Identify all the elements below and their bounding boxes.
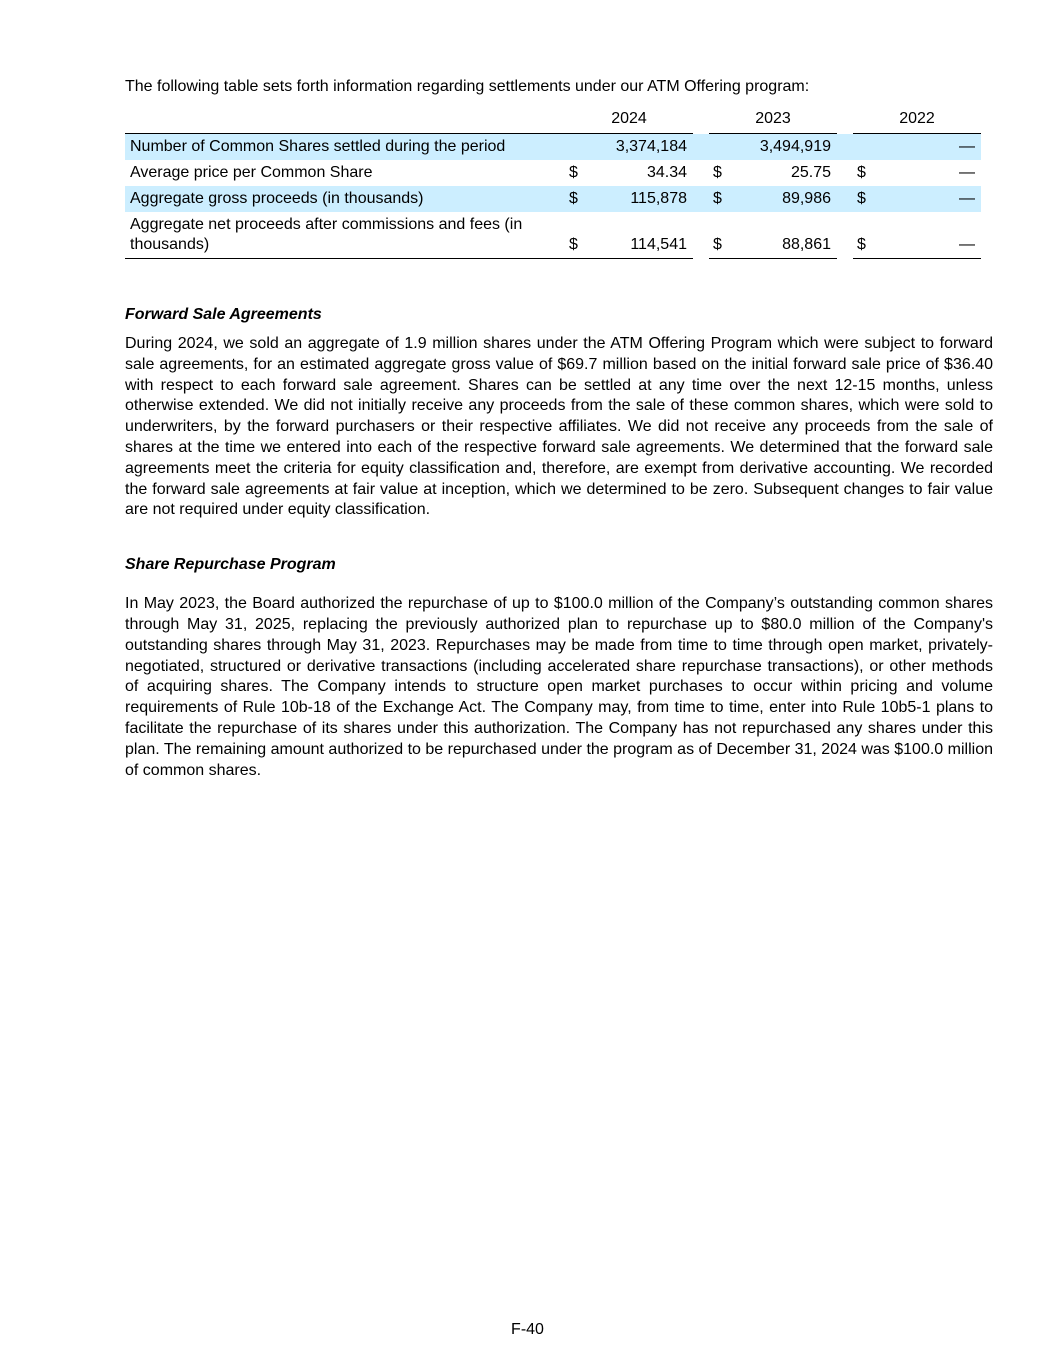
year-header-2022: 2022: [853, 106, 981, 134]
column-gap: [693, 134, 709, 161]
column-gap: [837, 212, 853, 259]
paragraph-forward-sale-agreements: During 2024, we sold an aggregate of 1.9 million shares under the ATM Offering Program which were subject to forward sale agreements, for an estimated aggregate gross value of $69.7 million based on the initial forward sale price of $36.40 with respect to each forward sale agreement. Shares can be settled at any time over the next 12-15 months, unless otherwise extended. We did not initially receive any proceeds from the sale of these common shares, which were sold to underwriters, by the forward purchasers or their respective affiliates. We did not receive any proceeds from the sale of shares at the time we entered into each of the respective forward sale agreements. We determined that the forward sale agreements meet the criteria for equity classification and, therefore, are exempt from derivative accounting. We recorded the forward sale agreements at fair value at inception, which we determined to be zero. Subsequent changes to fair value are not required under equity classification.: [125, 335, 993, 519]
table-header-row: [125, 106, 981, 134]
table-row-shares-settled: [125, 134, 981, 161]
table-row-net-proceeds: [125, 212, 981, 259]
paragraph-share-repurchase-program: In May 2023, the Board authorized the repurchase of up to $100.0 million of the Company’s outstanding common shares through May 31, 2025, replacing the previously authorized plan to repurchase up to $80.0 million of the Company's outstanding shares through May 31, 2023. Repurchases may be made from time to time through open market, privately-negotiated, structured or derivative transactions (including accelerated share repurchase transactions), or other methods of acquiring shares. The Company intends to structure open market purchases to occur within pricing and volume requirements of Rule 10b-18 of the Exchange Act. The Company may, from time to time, enter into Rule 10b5-1 plans to facilitate the repurchase of its shares under this authorization. The Company has not repurchased any shares under this plan. The remaining amount authorized to be repurchased under the program as of December 31, 2024 was $100.0 million of common shares.: [125, 595, 993, 779]
label-column-header: [125, 106, 565, 134]
dollar-cell: $: [853, 212, 879, 259]
column-gap: [693, 160, 709, 186]
column-gap: [693, 106, 709, 134]
dollar-cell: $: [857, 164, 866, 181]
column-gap: [837, 186, 853, 212]
table-row-average-price: [125, 160, 981, 186]
dollar-cell: [709, 134, 735, 161]
amount-cell: —: [959, 164, 975, 181]
dollar-cell: $: [709, 212, 735, 259]
dollar-cell: $: [713, 164, 722, 181]
amount-cell: —: [879, 134, 981, 161]
year-header-2024: 2024: [565, 106, 693, 134]
dollar-cell: [565, 134, 591, 161]
amount-cell: 88,861: [735, 212, 837, 259]
intro-text: The following table sets forth information regarding settlements under our ATM Offering program:: [125, 78, 810, 95]
dollar-cell: $: [853, 186, 879, 212]
year-header-2023: 2023: [709, 106, 837, 134]
heading-share-repurchase-program: Share Repurchase Program: [125, 556, 336, 574]
row-label: Aggregate net proceeds after commissions and fees (in thousands): [125, 212, 565, 259]
dollar-cell: $: [565, 186, 591, 212]
dollar-cell: [853, 134, 879, 161]
amount-cell: 25.75: [790, 164, 831, 181]
column-gap: [837, 160, 853, 186]
amount-cell: 3,374,184: [591, 134, 693, 161]
column-gap: [693, 212, 709, 259]
row-label: Aggregate gross proceeds (in thousands): [125, 186, 565, 212]
column-gap: [837, 134, 853, 161]
atm-settlements-table: [125, 106, 981, 259]
amount-cell: —: [879, 212, 981, 259]
amount-cell: 114,541: [591, 212, 693, 259]
heading-forward-sale-agreements: Forward Sale Agreements: [125, 306, 322, 323]
amount-cell: 34.34: [646, 164, 687, 181]
amount-cell: 115,878: [591, 186, 693, 212]
amount-cell: —: [879, 186, 981, 212]
row-label: Average price per Common Share: [130, 164, 373, 181]
page-number: F-40: [511, 1321, 544, 1338]
amount-cell: 89,986: [735, 186, 837, 212]
dollar-cell: $: [709, 186, 735, 212]
table-row-gross-proceeds: [125, 186, 981, 212]
dollar-cell: $: [569, 164, 578, 181]
row-label: Number of Common Shares settled during the period: [125, 134, 565, 161]
column-gap: [693, 186, 709, 212]
dollar-cell: $: [565, 212, 591, 259]
column-gap: [837, 106, 853, 134]
amount-cell: 3,494,919: [735, 134, 837, 161]
